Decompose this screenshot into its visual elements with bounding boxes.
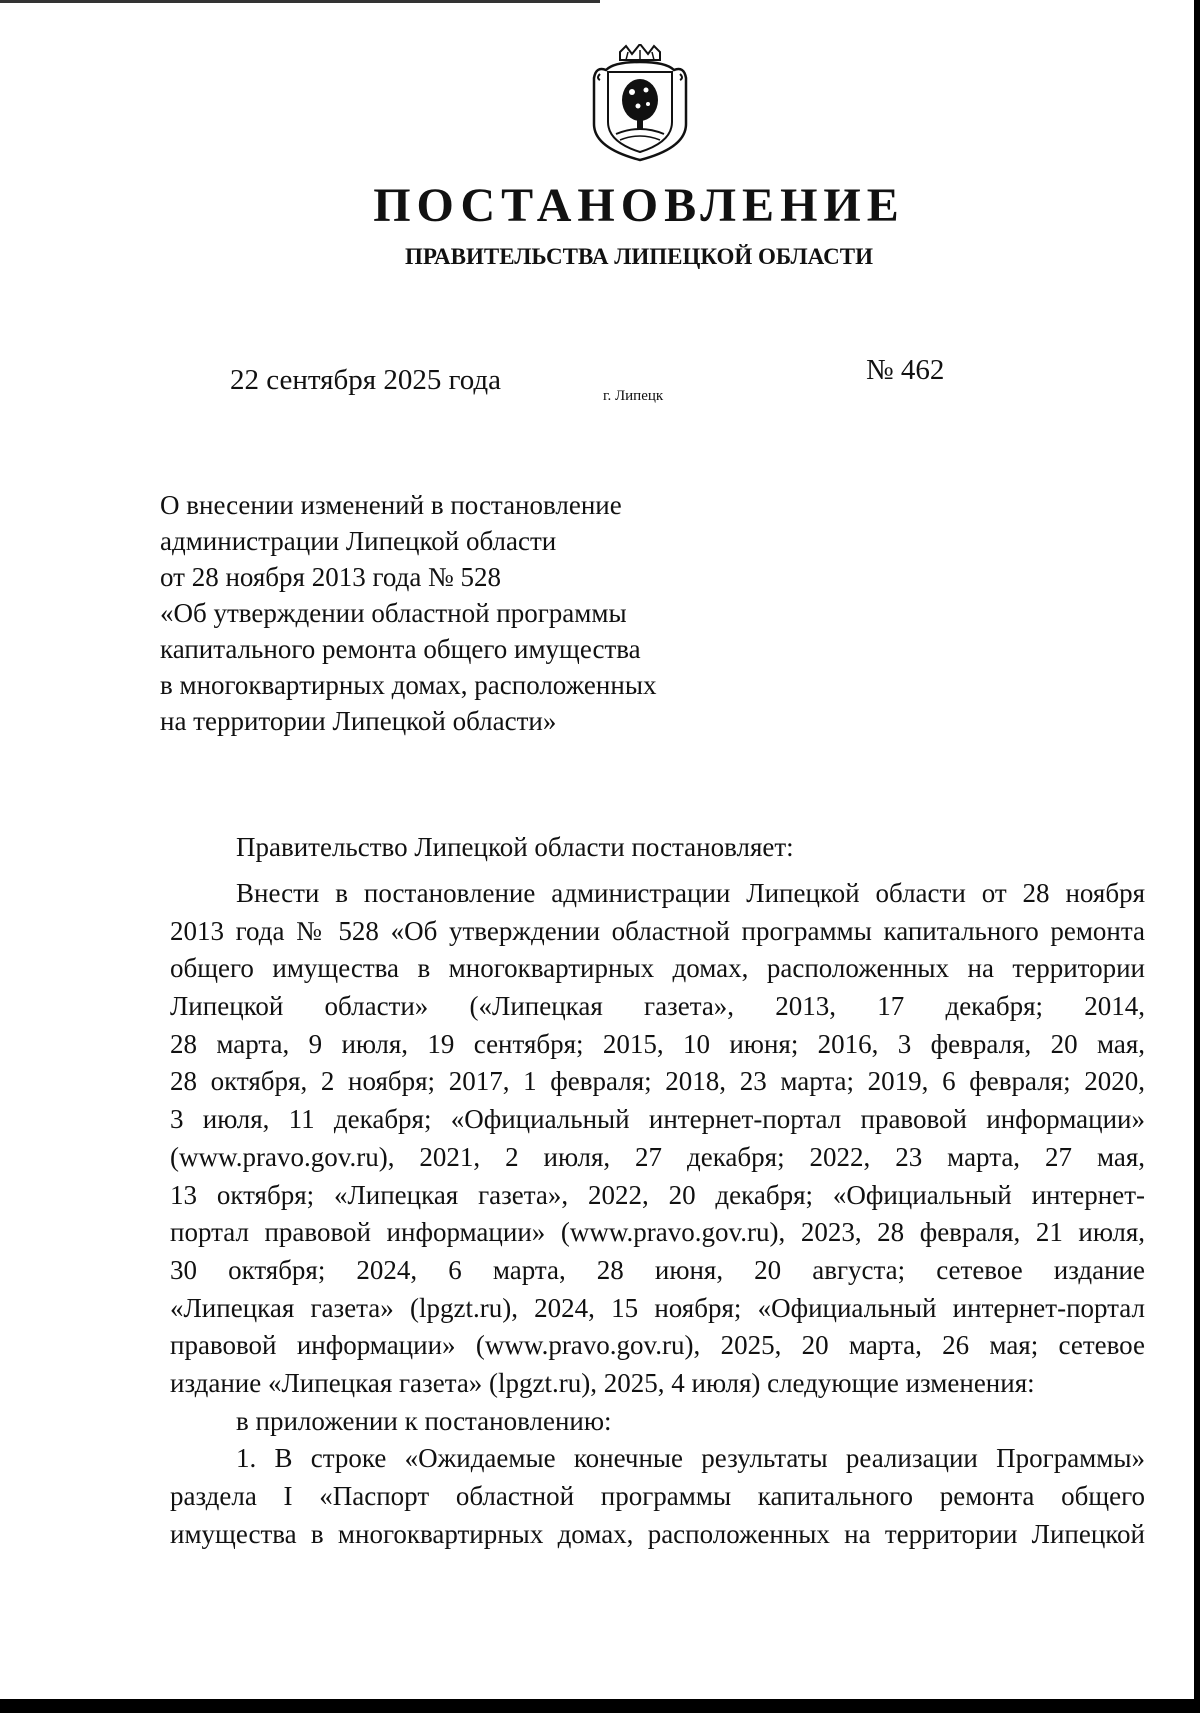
heading-line: администрации Липецкой области bbox=[160, 526, 557, 556]
body-line: 13 октября; «Липецкая газета», 2022, 20 декабря; «Официальный интернет- bbox=[170, 1179, 1145, 1210]
body-line: в приложении к постановлению: bbox=[236, 1405, 612, 1436]
document-number: № 462 bbox=[866, 354, 945, 386]
heading-line: О внесении изменений в постановление bbox=[160, 490, 622, 520]
body-line: правовой информации» (www.pravo.gov.ru), 2025, 20 марта, 26 мая; сетевое bbox=[170, 1330, 1145, 1361]
document-body bbox=[170, 875, 1145, 1553]
body-line: 30 октября; 2024, 6 марта, 28 июня, 20 августа; сетевое издание bbox=[170, 1254, 1145, 1285]
document-heading bbox=[160, 487, 760, 739]
heading-line: в многоквартирных домах, расположенных bbox=[160, 670, 657, 700]
body-line: 3 июля, 11 декабря; «Официальный интернет-портал правовой информации» bbox=[170, 1104, 1145, 1135]
body-line: 28 октября, 2 ноября; 2017, 1 февраля; 2018, 23 марта; 2019, 6 февраля; 2020, bbox=[170, 1066, 1145, 1097]
scan-border-bottom bbox=[0, 1699, 1200, 1713]
heading-line: «Об утверждении областной программы bbox=[160, 598, 627, 628]
body-line: (www.pravo.gov.ru), 2021, 2 июля, 27 декабря; 2022, 23 марта, 27 мая, bbox=[170, 1141, 1145, 1172]
preamble: Правительство Липецкой области постановляет: bbox=[236, 832, 794, 862]
body-line: 28 марта, 9 июля, 19 сентября; 2015, 10 июня; 2016, 3 февраля, 20 мая, bbox=[170, 1028, 1145, 1059]
document-city: г. Липецк bbox=[603, 388, 664, 404]
body-line: Внести в постановление администрации Липецкой области от 28 ноября bbox=[236, 878, 1145, 908]
heading-line: капитального ремонта общего имущества bbox=[160, 634, 641, 664]
coat-of-arms-icon bbox=[586, 44, 694, 162]
heading-line: на территории Липецкой области» bbox=[160, 706, 557, 736]
body-line: издание «Липецкая газета» (lpgzt.ru), 2025, 4 июля) следующие изменения: bbox=[170, 1367, 1035, 1398]
body-line: раздела I «Паспорт областной программы капитального ремонта общего bbox=[170, 1481, 1145, 1511]
body-line: «Липецкая газета» (lpgzt.ru), 2024, 15 ноября; «Официальный интернет-портал bbox=[170, 1292, 1145, 1323]
document-subtitle: ПРАВИТЕЛЬСТВА ЛИПЕЦКОЙ ОБЛАСТИ bbox=[405, 244, 873, 269]
scan-edge-line bbox=[0, 0, 600, 3]
document-date: 22 сентября 2025 года bbox=[230, 364, 502, 396]
document-title: ПОСТАНОВЛЕНИЕ bbox=[373, 179, 905, 232]
body-line: Липецкой области» («Липецкая газета», 2013, 17 декабря; 2014, bbox=[170, 991, 1145, 1022]
body-line: общего имущества в многоквартирных домах, расположенных на территории bbox=[170, 953, 1145, 984]
body-line: 1. В строке «Ожидаемые конечные результаты реализации Программы» bbox=[236, 1443, 1145, 1474]
body-line: 2013 года № 528 «Об утверждении областной программы капитального ремонта bbox=[170, 915, 1145, 946]
body-line: портал правовой информации» (www.pravo.gov.ru), 2023, 28 февраля, 21 июля, bbox=[170, 1217, 1145, 1248]
body-line: имущества в многоквартирных домах, расположенных на территории Липецкой bbox=[170, 1518, 1145, 1549]
heading-line: от 28 ноября 2013 года № 528 bbox=[160, 562, 502, 592]
